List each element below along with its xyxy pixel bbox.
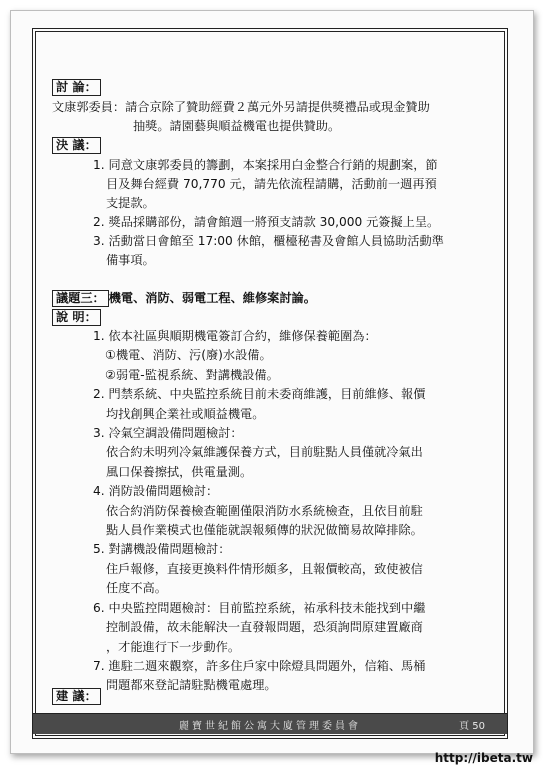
agenda3-label: 議題三：	[52, 290, 109, 307]
site-watermark: http://ibeta.tw	[434, 751, 533, 765]
explain-line: 均找創興企業社或順益機電。	[106, 406, 265, 421]
agenda3-title: 機電、消防、弱電工程、維修案討論。	[108, 291, 316, 305]
explain-line: 依合約未明列冷氣維護保養方式，目前駐點人員僅就冷氣出	[106, 445, 423, 460]
discussion-speaker: 文康郭委員：	[52, 100, 126, 114]
resolution-section	[52, 136, 101, 155]
explain-line: 2. 門禁系統、中央監控系統目前未委商維護，目前維修、報價	[93, 387, 426, 402]
footer-page-number: 頁 50	[459, 721, 485, 732]
explain-line: 問題都來登記請駐點機電處理。	[106, 678, 277, 693]
resolution-line: 2. 獎品採購部份，請會館週一將預支請款 30,000 元簽擬上呈。	[93, 215, 440, 229]
explain-line: 控制設備，故未能解決一直發報問題，恐須詢問原建置廠商	[106, 620, 423, 635]
explain-list	[93, 327, 425, 696]
discussion-text-1: 請合京除了贊助經費２萬元外另請提供獎禮品或現金贊助	[125, 100, 430, 114]
resolution-list	[93, 156, 444, 270]
resolution-line: 目及舞台經費 70,770 元，請先依流程請購，活動前一週再預	[106, 177, 437, 191]
suggest-section	[52, 687, 101, 706]
discussion-heading: 討 論：	[52, 79, 101, 96]
explain-line: 6. 中央監控問題檢討：目前監控系統，祐承科技未能找到中繼	[93, 600, 426, 615]
explain-line: 7. 進駐二週來觀察，許多住戶家中除燈具問題外，信箱、馬桶	[93, 658, 426, 673]
explain-line: 住戶報修，直接更換料件情形頗多，且報價較高，致使被信	[106, 561, 423, 576]
explain-line: 依合約消防保養檢查範圍僅限消防水系統檢查，且依目前駐	[106, 503, 423, 518]
explain-line: ①機電、消防、污(廢)水設備。	[105, 348, 272, 363]
explain-line: 1. 依本社區與順期機電簽訂合約，維修保養範圍為：	[93, 329, 377, 343]
discussion-section	[52, 78, 101, 97]
footer-title: 麗寶世紀館公寓大廈管理委員會	[179, 721, 361, 732]
explain-line: 風口保養擦拭，供電量測。	[106, 464, 253, 479]
explain-section	[52, 308, 101, 327]
page-footer	[33, 713, 507, 734]
resolution-line: 備事項。	[106, 253, 155, 267]
resolution-heading: 決 議：	[52, 137, 101, 154]
discussion-line-1	[52, 98, 430, 117]
discussion-text-2: 抽獎。請園藝與順益機電也提供贊助。	[133, 119, 341, 133]
explain-line: 任度不高。	[106, 581, 167, 596]
explain-line: ②弱電-監視系統、對講機設備。	[105, 367, 279, 382]
discussion-line-2	[133, 117, 340, 136]
explain-line: 點人員作業模式也僅能就誤報頻傳的狀況做簡易故障排除。	[106, 523, 423, 538]
explain-line: ，才能進行下一步動作。	[106, 639, 241, 654]
resolution-line: 支提款。	[106, 196, 155, 210]
explain-line: 4. 消防設備問題檢討：	[93, 484, 219, 499]
explain-line: 3. 冷氣空調設備問題檢討：	[93, 426, 243, 441]
agenda3-header	[52, 289, 316, 308]
suggest-heading: 建 議：	[52, 688, 101, 705]
resolution-line: 1. 同意文康郭委員的籌劃，本案採用白金整合行銷的規劃案，節	[93, 158, 438, 172]
resolution-line: 3. 活動當日會館至 17:00 休館，櫃檯秘書及會館人員協助活動準	[93, 234, 444, 248]
explain-line: 5. 對講機設備問題檢討：	[93, 542, 231, 557]
explain-heading: 說 明：	[52, 309, 101, 326]
